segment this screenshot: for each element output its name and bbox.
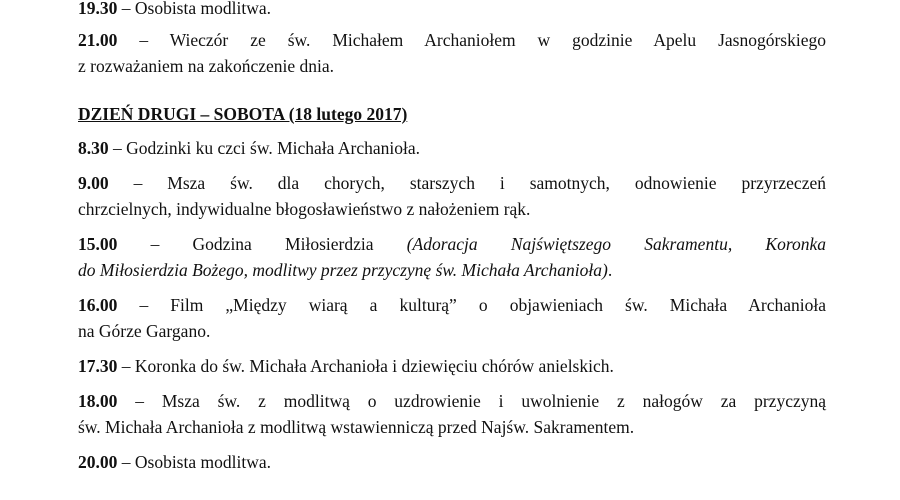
entry-text-continuation: chrzcielnych, indywidualne błogosławieństwo z nałożeniem rąk. [78, 199, 531, 219]
entry-time: 20.00 [78, 452, 118, 472]
entry-text: – Godzina Miłosierdzia [117, 234, 407, 254]
schedule-entry [78, 170, 826, 222]
entry-time: 8.30 [78, 138, 109, 158]
entry-text: – Godzinki ku czci św. Michała Archanioła. [108, 138, 420, 158]
entry-text-italic: (Adoracja Najświętszego Sakramentu, Koronka [406, 234, 826, 254]
entry-text-continuation: na Górze Gargano. [78, 321, 211, 341]
entry-line [78, 292, 826, 318]
schedule-document [78, 0, 826, 475]
entry-line [78, 27, 826, 53]
schedule-entry [78, 135, 826, 161]
schedule-entry [78, 231, 826, 283]
entry-text: . [607, 260, 613, 280]
entry-text-continuation: z rozważaniem na zakończenie dnia. [78, 56, 335, 76]
entry-text: – Osobista modlitwa. [117, 452, 271, 472]
schedule-entry [78, 27, 826, 79]
schedule-entry [78, 353, 826, 379]
entry-text-continuation: św. Michała Archanioła z modlitwą wstawienniczą przed Najśw. Sakramentem. [78, 417, 635, 437]
entry-text: – Msza św. dla chorych, starszych i samotnych, odnowienie przyrzeczeń [108, 173, 826, 193]
day-heading: DZIEŃ DRUGI – SOBOTA (18 lutego 2017) [78, 104, 408, 124]
schedule-entry [78, 0, 826, 21]
entry-time: 19.30 [78, 0, 118, 18]
entry-text: – Msza św. z modlitwą o uzdrowienie i uwolnienie z nałogów za przyczyną [117, 391, 826, 411]
entry-time: 9.00 [78, 173, 109, 193]
schedule-entry [78, 449, 826, 475]
entry-time: 15.00 [78, 234, 118, 254]
schedule-entry [78, 388, 826, 440]
entry-text-continuation [78, 257, 826, 283]
entry-text: – Film „Między wiarą a kulturą” o objawieniach św. Michała Archanioła [117, 295, 826, 315]
entry-text: – Osobista modlitwa. [117, 0, 271, 18]
entry-time: 17.30 [78, 356, 118, 376]
entry-time: 21.00 [78, 30, 118, 50]
entry-line [78, 231, 826, 257]
entry-text: – Koronka do św. Michała Archanioła i dziewięciu chórów anielskich. [117, 356, 614, 376]
entry-line [78, 170, 826, 196]
entry-text-italic: do Miłosierdzia Bożego, modlitwy przez przyczynę św. Michała Archanioła) [78, 260, 608, 280]
entry-line [78, 388, 826, 414]
entry-text: – Wieczór ze św. Michałem Archaniołem w godzinie Apelu Jasnogórskiego [117, 30, 826, 50]
entry-time: 18.00 [78, 391, 118, 411]
entry-time: 16.00 [78, 295, 118, 315]
schedule-entry [78, 292, 826, 344]
